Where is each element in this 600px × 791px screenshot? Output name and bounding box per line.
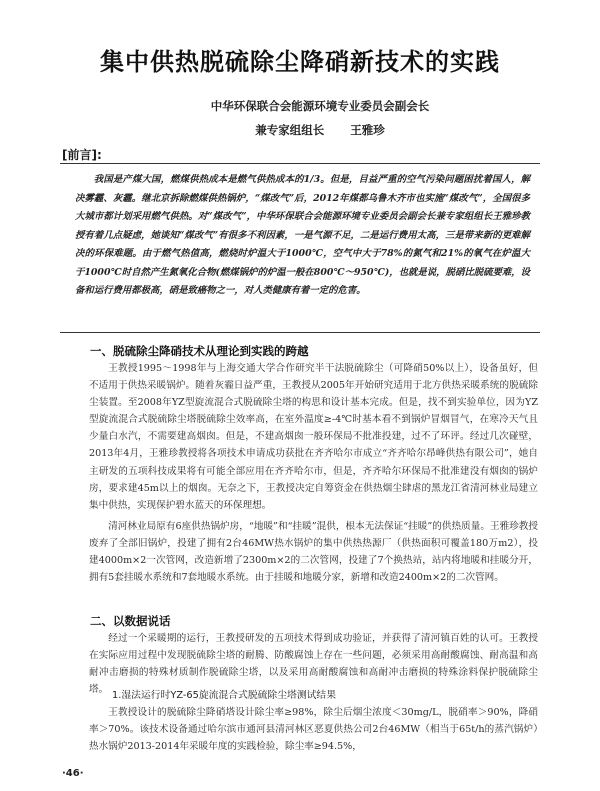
author-role-line: [40, 122, 600, 138]
abstract-paragraph: 我国是产煤大国，燃煤供热成本是燃气供热成本的1/3。但是，目益严重的空气污染问题困扰着国人，解决雾霾、灰霾。继北京拆除燃煤供热锅炉，“煤改气”后，2012年煤都乌鲁木齐市也实施“煤改气”，全国很多大城市都计划采用燃气供热。对“煤改气”，中华环保联合会能源环境专业委员会副会长兼专家组组长王雅珍教授有着几点疑虑，她谈知“煤改气”有很多不利因素，一是气源不足，二是运行费用太高，三是带来新的更难解决的环保难题。由于燃气热值高，燃烧时炉温大于1000℃，空气中大于78%的氮气和21%的氧气在炉温大于1000℃时自然产生氮氧化合物(燃煤锅炉的炉温一般在800℃～950℃)，也就是说，脱硝比脱硫要难，设备和运行费用都极高，硝是致癌物之一，对人类健康有着一定的危害。: [75, 174, 530, 296]
section-2-subheading: 1.湿法运行时YZ-65旋流混合式脱硫除尘塔测试结果: [112, 690, 337, 701]
section-2-paragraph-2: 王教授设计的脱硫除尘降硝塔设计除尘率≥98%，除尘后烟尘浓度＜30mg/L，脱硝率＞90%，降硝率＞70%。该技术设备通过哈尔滨市通河县清河林区恶夏供热公司2台46MW（相当于65t/h的蒸汽锅炉）热水锅炉2013-2014年采暖年度的实践检验，除尘率≥94.5%，: [89, 707, 538, 753]
preface-divider: [60, 163, 540, 164]
section-1-paragraph-2: 清河林业局原有6座供热锅炉房，“地暖”和“挂暖”混供，根本无法保证“挂暖”的供热质量。王雅珍教授废弃了全部旧锅炉，投建了拥有2台46MW热水锅炉的集中供热热源厂（供热面积可覆盖180万m2），投建4000m×2一次管网，改造新增了2300m×2的二次管网，投建了7个换热站，站内将地暖和挂暖分开，拥有5套挂暖水系统和7套地暖水系统。由于挂暖和地暖分家，新增和改造2400m×2的二次管网。: [89, 521, 538, 584]
section-2-paragraph-1: 经过一个采暖期的运行，王教授研发的五项技术得到成功验证，并获得了清河镇百姓的认可。王教授在实际应用过程中发现脱硫除尘塔的耐腾、防酸腐蚀上存在一些问题，必须采用高耐酸腐蚀、耐高温和高耐冲击磨损的特殊材质制作脱硫除尘塔，以及采用高耐酸腐蚀和高耐冲击磨损的特殊涂料保护脱硫除尘塔。: [89, 633, 538, 696]
section-1-paragraph-1: 王教授1995～1998年与上海交通大学合作研究半干法脱硫除尘（可降硝50%以上），设备虽好，但不适用于供热采暖锅炉。随着灰霾日益严重，王教授从2005年开始研究适用于北方供热采暖系统的脱硫除尘装置。至2008年YZ型旋流混合式脱硫除尘塔的构思和设计基本完成。但是，找不到实验单位，因为YZ型旋流混合式脱硫除尘塔脱硫除尘效率高，在室外温度≥-4℃时基本看不到锅炉冒烟冒气，在寒冷天气且少量白水汽，不需要建高烟囱。但是，不建高烟囱一般环保局不批准投建，过不了环评。经过几次碰壁，2013年4月，王雅珍教授将各项技术申请成功获批在齐齐哈尔市成立“齐齐哈尔昂峰供热有限公司”，她自主研发的五项科技成果将有可能全部应用在齐齐哈尔市，但是，齐齐哈尔环保局不批准建没有烟囱的锅炉房，要求建45m以上的烟囱。无奈之下，王教授决定自筹资金在供热烟尘肆虐的黑龙江省清河林业局建立集中供热，实现保护碧水蓝天的环保理想。: [89, 363, 538, 511]
article-title: 集中供热脱硫除尘降硝新技术的实践: [100, 48, 500, 76]
abstract-divider: [60, 332, 540, 333]
author-name: 王雅珍: [350, 123, 385, 137]
page-number: ·46·: [62, 768, 84, 779]
author-affiliation: 中华环保联合会能源环境专业委员会副会长: [210, 99, 430, 113]
section-1-heading: 一、脱硫除尘降硝技术从理论到实践的跨越: [90, 344, 309, 358]
section-2-heading: 二、以数据说话: [90, 614, 171, 628]
preface-label: [前言]:: [62, 148, 102, 162]
author-role: 兼专家组组长: [255, 123, 325, 137]
